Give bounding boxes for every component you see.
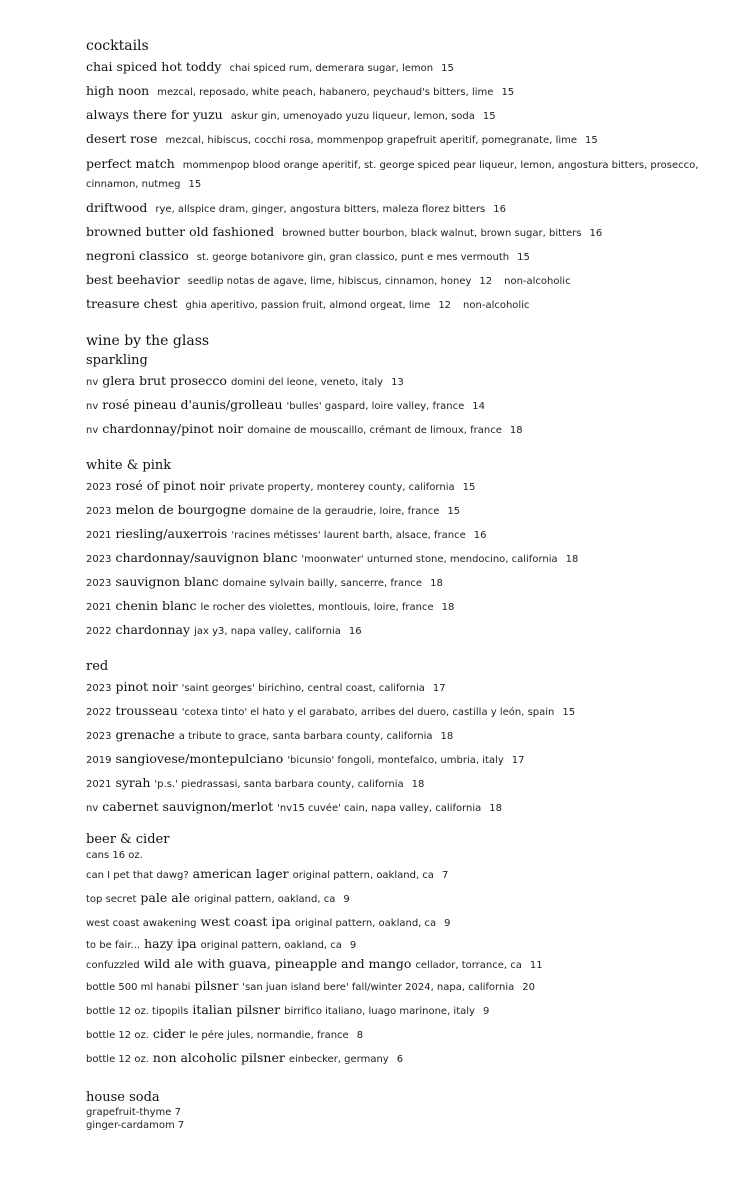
wine-item xyxy=(86,676,716,700)
wine-producer: le rocher des violettes, montlouis, loire, france xyxy=(200,602,434,613)
wine-name: pinot noir xyxy=(115,679,178,694)
red-list xyxy=(86,676,716,820)
beer-prefix: bottle 12 oz. tipopils xyxy=(86,1006,189,1017)
cocktail-description: st. george botanivore gin, gran classico, punt e mes vermouth xyxy=(196,252,510,263)
beer-brewery: cellador, torrance, ca xyxy=(415,960,522,971)
wine-name: melon de bourgogne xyxy=(115,502,247,517)
cocktail-price: 16 xyxy=(589,228,603,239)
beer-brewery: le pére jules, normandie, france xyxy=(189,1030,349,1041)
cocktail-price: 12 xyxy=(438,300,452,311)
wine-price: 18 xyxy=(565,554,579,565)
wine-price: 17 xyxy=(432,683,446,694)
cocktail-item xyxy=(86,269,716,293)
beer-price: 11 xyxy=(529,960,543,971)
cocktail-item xyxy=(86,104,716,128)
wine-name: sangiovese/montepulciano xyxy=(115,751,284,766)
beer-name: italian pilsner xyxy=(192,1002,281,1017)
wine-vintage: 2021 xyxy=(86,602,112,613)
wine-item xyxy=(86,619,716,643)
wine-item xyxy=(86,394,716,418)
beer-prefix: bottle 12 oz. xyxy=(86,1054,149,1065)
beer-item xyxy=(86,1023,716,1047)
beer-price: 20 xyxy=(522,982,535,993)
wine-item xyxy=(86,772,716,796)
wine-price: 15 xyxy=(462,482,476,493)
wine-item xyxy=(86,724,716,748)
wine-producer: jax y3, napa valley, california xyxy=(194,626,341,637)
wine-vintage: 2023 xyxy=(86,554,112,565)
wine-item xyxy=(86,475,716,499)
wine-producer: 'p.s.' piedrassasi, santa barbara county, california xyxy=(154,779,404,790)
beer-item xyxy=(86,887,716,911)
wine-name: chardonnay xyxy=(115,622,191,637)
cocktail-price: 15 xyxy=(517,252,530,263)
wine-price: 17 xyxy=(511,755,525,766)
wine-producer: 'racines métisses' laurent barth, alsace, france xyxy=(231,530,466,541)
cocktail-name: driftwood xyxy=(86,200,148,215)
beer-prefix: bottle 12 oz. xyxy=(86,1030,149,1041)
wine-vintage: 2019 xyxy=(86,755,112,766)
beer-prefix: to be fair... xyxy=(86,940,141,951)
cocktail-name: treasure chest xyxy=(86,296,178,311)
beer-name: pale ale xyxy=(140,890,191,905)
beer-item xyxy=(86,911,716,935)
beer-price: 9 xyxy=(343,894,350,905)
cocktail-description: ghia aperitivo, passion fruit, almond orgeat, lime xyxy=(185,300,431,311)
beer-brewery: birrifico italiano, luago marinone, italy xyxy=(284,1006,475,1017)
cocktail-description: seedlip notas de agave, lime, hibiscus, cinnamon, honey xyxy=(187,276,472,287)
wine-producer: domaine de mouscaillo, crémant de limoux, france xyxy=(247,425,502,436)
wine-producer: 'nv15 cuvée' cain, napa valley, california xyxy=(277,803,482,814)
wine-name: riesling/auxerrois xyxy=(115,526,228,541)
cocktail-description: mezcal, reposado, white peach, habanero, peychaud's bitters, lime xyxy=(157,87,494,98)
beer-prefix: bottle 500 ml hanabi xyxy=(86,982,191,993)
cocktail-item xyxy=(86,80,716,104)
cocktail-name: always there for yuzu xyxy=(86,107,223,122)
wine-producer: 'moonwater' unturned stone, mendocino, california xyxy=(301,554,558,565)
cocktail-item xyxy=(86,245,716,269)
beer-name: hazy ipa xyxy=(144,936,197,951)
beer-brewery: original pattern, oakland, ca xyxy=(294,918,437,929)
cocktail-description: mezcal, hibiscus, cocchi rosa, mommenpop grapefruit aperitif, pomegranate, lime xyxy=(165,135,578,146)
sparkling-list xyxy=(86,370,716,442)
cocktail-description: browned butter bourbon, black walnut, brown sugar, bitters xyxy=(282,228,582,239)
wine-price: 18 xyxy=(509,425,523,436)
beer-name: non alcoholic pilsner xyxy=(152,1050,285,1065)
wine-vintage: nv xyxy=(86,377,99,388)
wine-producer: domini del leone, veneto, italy xyxy=(230,377,384,388)
wine-price: 14 xyxy=(472,401,485,412)
wine-item xyxy=(86,595,716,619)
wine-item xyxy=(86,796,716,820)
beer-name: pilsner xyxy=(194,978,239,993)
cocktail-price: 15 xyxy=(441,63,454,74)
beer-item xyxy=(86,1047,716,1071)
wine-vintage: 2022 xyxy=(86,626,112,637)
wine-name: glera brut prosecco xyxy=(102,373,227,388)
wine-producer: 'bicunsio' fongoli, montefalco, umbria, italy xyxy=(287,755,504,766)
beer-brewery: original pattern, oakland, ca xyxy=(200,940,342,951)
soda-list xyxy=(86,1106,716,1132)
beer-prefix: confuzzled xyxy=(86,960,140,971)
cocktail-name: best beehavior xyxy=(86,272,180,287)
wine-item xyxy=(86,418,716,442)
wine-item xyxy=(86,499,716,523)
wine-price: 16 xyxy=(348,626,362,637)
wine-name: syrah xyxy=(115,775,151,790)
wine-section xyxy=(86,331,716,820)
wine-item xyxy=(86,748,716,772)
cocktail-description: chai spiced rum, demerara sugar, lemon xyxy=(229,63,434,74)
wine-price: 15 xyxy=(562,707,576,718)
wine-name: chardonnay/sauvignon blanc xyxy=(115,550,298,565)
soda-section xyxy=(86,1089,716,1132)
wine-producer: 'cotexa tinto' el hato y el garabato, arribes del duero, castilla y león, spain xyxy=(181,707,555,718)
wine-name: chenin blanc xyxy=(115,598,197,613)
wine-price: 18 xyxy=(489,803,503,814)
wine-vintage: 2021 xyxy=(86,779,112,790)
beer-name: american lager xyxy=(192,866,289,881)
beer-name: wild ale with guava, pineapple and mango xyxy=(143,956,412,971)
cocktail-note: non-alcoholic xyxy=(463,300,530,311)
cocktails-section xyxy=(86,36,716,317)
wine-name: grenache xyxy=(115,727,175,742)
cocktail-name: desert rose xyxy=(86,131,158,146)
beer-brewery: 'san juan island bere' fall/winter 2024, napa, california xyxy=(242,982,515,993)
wine-vintage: nv xyxy=(86,803,99,814)
wine-title: wine by the glass xyxy=(86,333,210,349)
cocktail-description: rye, allspice dram, ginger, angostura bitters, maleza florez bitters xyxy=(155,204,486,215)
wine-producer: domaine sylvain bailly, sancerre, france xyxy=(222,578,423,589)
cocktail-price: 15 xyxy=(482,111,496,122)
wine-vintage: 2023 xyxy=(86,578,112,589)
beer-item xyxy=(86,975,716,999)
wine-vintage: nv xyxy=(86,425,99,436)
wine-price: 15 xyxy=(447,506,461,517)
wine-item xyxy=(86,370,716,394)
soda-title: house soda xyxy=(86,1090,160,1105)
wine-vintage: 2022 xyxy=(86,707,112,718)
soda-item: grapefruit-thyme 7 xyxy=(86,1107,181,1118)
beer-item xyxy=(86,999,716,1023)
wine-name: rosé of pinot noir xyxy=(115,478,225,493)
cocktail-list xyxy=(86,56,716,317)
beer-item xyxy=(86,863,716,887)
cocktail-note: non-alcoholic xyxy=(504,276,571,287)
wine-vintage: 2023 xyxy=(86,731,112,742)
wine-producer: 'saint georges' birichino, central coast, california xyxy=(181,683,425,694)
white-pink-list xyxy=(86,475,716,643)
wine-price: 16 xyxy=(473,530,487,541)
cocktail-name: negroni classico xyxy=(86,248,189,263)
wine-item xyxy=(86,700,716,724)
beer-brewery: original pattern, oakland, ca xyxy=(194,894,336,905)
wine-producer: private property, monterey county, california xyxy=(229,482,455,493)
cocktail-item xyxy=(86,221,716,245)
wine-price: 13 xyxy=(391,377,404,388)
beer-name: west coast ipa xyxy=(200,914,291,929)
wine-price: 18 xyxy=(430,578,443,589)
beer-price: 9 xyxy=(482,1006,490,1017)
cocktail-name: browned butter old fashioned xyxy=(86,224,275,239)
cocktail-name: chai spiced hot toddy xyxy=(86,59,222,74)
cocktail-item xyxy=(86,197,716,221)
wine-producer: domaine de la geraudrie, loire, france xyxy=(250,506,440,517)
beer-title: beer & cider xyxy=(86,832,170,847)
wine-vintage: 2023 xyxy=(86,506,112,517)
wine-item xyxy=(86,571,716,595)
beer-price: 9 xyxy=(444,918,451,929)
cocktail-item xyxy=(86,128,716,152)
wine-vintage: 2021 xyxy=(86,530,112,541)
beer-section xyxy=(86,832,716,1071)
wine-name: cabernet sauvignon/merlot xyxy=(102,799,274,814)
wine-vintage: nv xyxy=(86,401,99,412)
cocktail-price: 16 xyxy=(493,204,506,215)
wine-producer: 'bulles' gaspard, loire valley, france xyxy=(286,401,465,412)
cocktail-name: high noon xyxy=(86,83,150,98)
wine-price: 18 xyxy=(411,779,425,790)
cocktail-description: askur gin, umenoyado yuzu liqueur, lemon, soda xyxy=(230,111,475,122)
wine-producer: a tribute to grace, santa barbara county, california xyxy=(178,731,433,742)
cocktail-price: 15 xyxy=(585,135,598,146)
white-pink-title: white & pink xyxy=(86,458,172,473)
cocktails-title: cocktails xyxy=(86,38,149,54)
cocktail-price: 15 xyxy=(501,87,515,98)
beer-price: 9 xyxy=(349,940,357,951)
beer-price: 7 xyxy=(441,870,449,881)
soda-item: ginger-cardamom 7 xyxy=(86,1120,185,1131)
beer-item xyxy=(86,935,716,955)
wine-vintage: 2023 xyxy=(86,482,112,493)
cocktail-description: mommenpop blood orange aperitif, st. george spiced pear liqueur, lemon, angostura bitters, prosecco, cinnamon, nutmeg xyxy=(86,160,699,190)
beer-item xyxy=(86,955,716,975)
cocktail-item xyxy=(86,155,716,193)
beer-list xyxy=(86,863,716,1071)
beer-prefix: can I pet that dawg? xyxy=(86,870,189,881)
wine-name: chardonnay/pinot noir xyxy=(102,421,244,436)
beer-prefix: west coast awakening xyxy=(86,918,197,929)
cocktail-item xyxy=(86,293,716,317)
cocktail-price: 15 xyxy=(188,179,202,190)
wine-name: trousseau xyxy=(115,703,178,718)
wine-item xyxy=(86,523,716,547)
beer-price: 6 xyxy=(396,1054,404,1065)
red-title: red xyxy=(86,659,109,674)
drinks-menu xyxy=(86,36,716,1132)
cocktail-name: perfect match xyxy=(86,156,175,171)
beer-prefix: top secret xyxy=(86,894,137,905)
beer-brewery: original pattern, oakland, ca xyxy=(292,870,434,881)
wine-price: 18 xyxy=(441,602,455,613)
wine-price: 18 xyxy=(440,731,454,742)
cocktail-item xyxy=(86,56,716,80)
wine-name: rosé pineau d'aunis/grolleau xyxy=(102,397,283,412)
beer-brewery: einbecker, germany xyxy=(288,1054,389,1065)
beer-name: cider xyxy=(152,1026,186,1041)
beer-subtitle: cans 16 oz. xyxy=(86,850,143,861)
wine-vintage: 2023 xyxy=(86,683,112,694)
sparkling-title: sparkling xyxy=(86,353,148,368)
wine-name: sauvignon blanc xyxy=(115,574,219,589)
wine-item xyxy=(86,547,716,571)
cocktail-price: 12 xyxy=(479,276,493,287)
beer-price: 8 xyxy=(356,1030,364,1041)
